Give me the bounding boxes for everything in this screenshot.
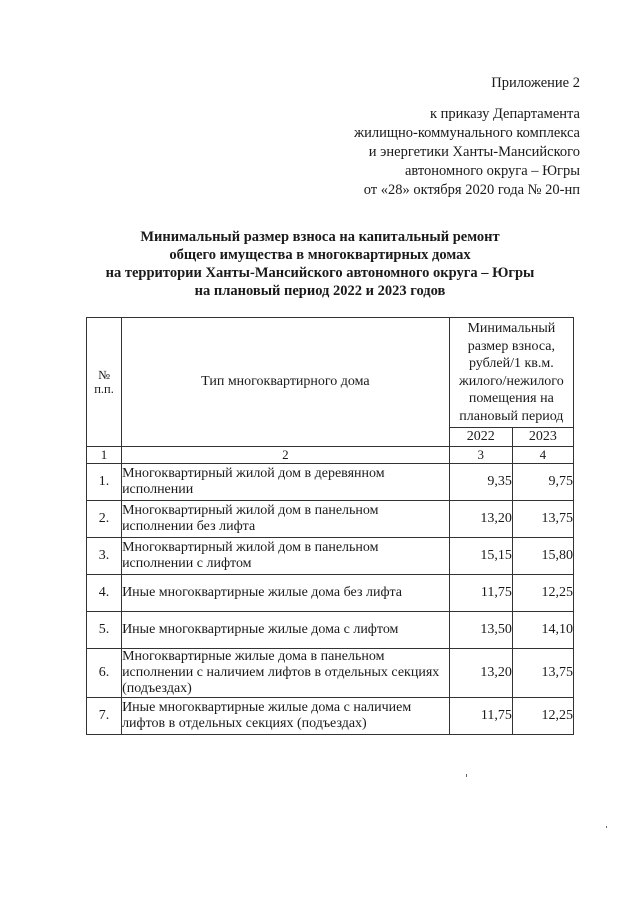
row-value-2022: 11,75 — [449, 698, 512, 735]
row-value-2023: 14,10 — [512, 612, 573, 649]
contribution-table — [86, 317, 574, 735]
row-value-2022: 11,75 — [449, 575, 512, 612]
row-num: 5. — [87, 612, 122, 649]
row-value-2022: 13,20 — [449, 501, 512, 538]
table-row — [87, 501, 574, 538]
index-cell: 4 — [512, 447, 573, 464]
title-line1: Минимальный размер взноса на капитальный ремонт — [140, 229, 500, 245]
appendix-header — [354, 74, 580, 200]
index-cell: 1 — [87, 447, 122, 464]
title-line4: на плановый период 2022 и 2023 годов — [194, 283, 446, 299]
row-num: 6. — [87, 649, 122, 698]
table-row — [87, 698, 574, 735]
header-value: Минимальный размер взноса, рублей/1 кв.м. жилого/нежилого помещения на плановый период — [449, 318, 573, 428]
order-reference-line1: к приказу Департамента — [429, 106, 580, 122]
table-row — [87, 612, 574, 649]
row-value-2023: 13,75 — [512, 649, 573, 698]
row-type: Многоквартирные жилые дома в панельном исполнении с наличием лифтов в отдельных секциях (подъездах) — [122, 649, 450, 698]
row-value-2023: 15,80 — [512, 538, 573, 575]
index-cell: 2 — [122, 447, 450, 464]
row-num: 1. — [87, 464, 122, 501]
order-reference-line2: жилищно-коммунального комплекса — [354, 125, 580, 141]
document-title — [90, 228, 550, 300]
row-value-2023: 9,75 — [512, 464, 573, 501]
row-value-2023: 13,75 — [512, 501, 573, 538]
table-row — [87, 538, 574, 575]
header-type: Тип многоквартирного дома — [122, 318, 450, 447]
row-value-2022: 9,35 — [449, 464, 512, 501]
order-reference-line5: от «28» октября 2020 года № 20-нп — [363, 182, 580, 198]
table-row — [87, 649, 574, 698]
row-value-2022: 13,20 — [449, 649, 512, 698]
row-num: 3. — [87, 538, 122, 575]
table-index-row — [87, 447, 574, 464]
row-value-2022: 13,50 — [449, 612, 512, 649]
row-type: Многоквартирный жилой дом в деревянном исполнении — [122, 464, 450, 501]
row-type: Иные многоквартирные жилые дома с лифтом — [122, 612, 450, 649]
header-year-2022: 2022 — [449, 428, 512, 447]
title-line2: общего имущества в многоквартирных домах — [169, 247, 471, 263]
table-row — [87, 464, 574, 501]
row-num: 4. — [87, 575, 122, 612]
row-type: Многоквартирный жилой дом в панельном исполнении с лифтом — [122, 538, 450, 575]
row-type: Иные многоквартирные жилые дома с наличием лифтов в отдельных секциях (подъездах) — [122, 698, 450, 735]
order-reference-line3: и энергетики Ханты-Мансийского — [368, 144, 580, 160]
header-num: № п.п. — [87, 318, 122, 447]
row-num: 7. — [87, 698, 122, 735]
row-value-2023: 12,25 — [512, 575, 573, 612]
row-type: Иные многоквартирные жилые дома без лифта — [122, 575, 450, 612]
row-value-2023: 12,25 — [512, 698, 573, 735]
scan-speck — [606, 826, 607, 828]
table-row — [87, 575, 574, 612]
appendix-label: Приложение 2 — [491, 75, 580, 91]
order-reference-line4: автономного округа – Югры — [404, 163, 580, 179]
header-year-2023: 2023 — [512, 428, 573, 447]
table-header-row — [87, 318, 574, 428]
title-line3: на территории Ханты-Мансийского автономного округа – Югры — [105, 265, 535, 281]
row-type: Многоквартирный жилой дом в панельном исполнении без лифта — [122, 501, 450, 538]
index-cell: 3 — [449, 447, 512, 464]
row-num: 2. — [87, 501, 122, 538]
row-value-2022: 15,15 — [449, 538, 512, 575]
scan-speck — [466, 774, 467, 777]
